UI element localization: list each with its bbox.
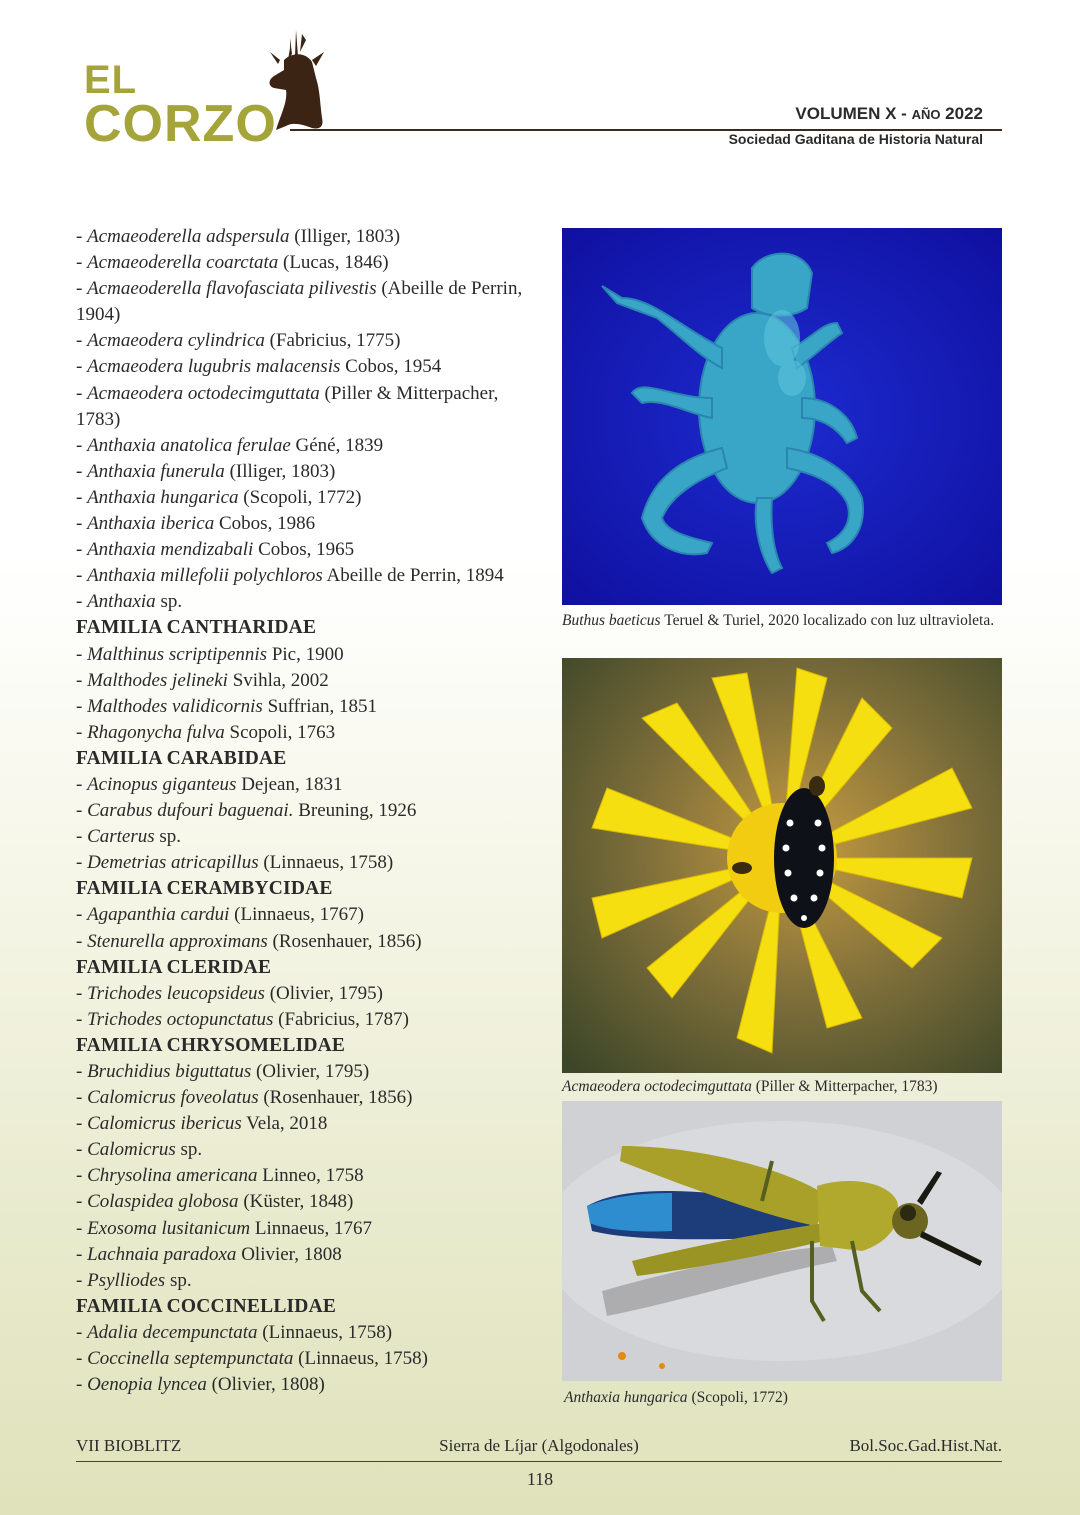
species-author: Dejean, 1831 xyxy=(241,773,343,795)
family-heading: FAMILIA CLERIDAE xyxy=(76,956,272,978)
species-entry: - Anthaxia mendizabali Cobos, 1965 xyxy=(76,539,355,561)
species-entry: - Anthaxia millefolii polychloros Abeille de Perrin, 1894 xyxy=(76,565,504,587)
species-name: Malthodes validicornis xyxy=(87,695,263,717)
logo xyxy=(84,58,277,153)
species-author: (Linnaeus, 1758) xyxy=(262,1321,393,1343)
species-author: (Scopoli, 1772) xyxy=(243,486,362,508)
page-header xyxy=(0,0,1080,165)
species-name: Acmaeoderella flavofasciata pilivestis xyxy=(87,278,377,300)
species-entry: - Acmaeodera octodecimguttata (Piller & Mitterpacher, 1783) xyxy=(76,382,499,430)
species-name: Trichodes leucopsideus xyxy=(87,982,265,1004)
species-author: (Linnaeus, 1767) xyxy=(234,904,364,926)
species-name: Psylliodes xyxy=(87,1269,166,1291)
species-author: (Rosenhauer, 1856) xyxy=(263,1087,413,1109)
species-entry: - Calomicrus ibericus Vela, 2018 xyxy=(76,1113,328,1135)
caption-photo-3 xyxy=(564,1387,1004,1408)
species-entry: - Malthodes validicornis Suffrian, 1851 xyxy=(76,695,377,717)
species-author: (Olivier, 1808) xyxy=(211,1374,325,1396)
species-entry: - Acmaeoderella coarctata (Lucas, 1846) xyxy=(76,252,389,274)
species-entry: - Malthinus scriptipennis Pic, 1900 xyxy=(76,643,344,665)
species-name: Anthaxia funerula xyxy=(87,460,225,482)
species-author: Cobos, 1954 xyxy=(345,356,442,378)
caption-1-species: Buthus baeticus xyxy=(562,612,661,629)
species-name: Acmaeodera cylindrica xyxy=(87,330,265,352)
species-name: Anthaxia xyxy=(87,591,156,613)
species-name: Acmaeoderella coarctata xyxy=(87,252,279,274)
photo-jewel-beetle xyxy=(562,1101,1002,1381)
species-author: (Linnaeus, 1758) xyxy=(263,852,394,874)
species-name: Agapanthia cardui xyxy=(87,904,230,926)
species-name: Anthaxia anatolica ferulae xyxy=(87,434,291,456)
species-entry: - Acmaeodera cylindrica (Fabricius, 1775) xyxy=(76,330,401,352)
species-author: Svihla, 2002 xyxy=(232,669,329,691)
volume-year: 2022 xyxy=(940,104,983,123)
species-entry: - Rhagonycha fulva Scopoli, 1763 xyxy=(76,721,336,743)
species-entry: - Trichodes leucopsideus (Olivier, 1795) xyxy=(76,982,383,1004)
species-author: Géné, 1839 xyxy=(295,434,384,456)
species-entry: - Coccinella septempunctata (Linnaeus, 1758) xyxy=(76,1348,428,1370)
species-name: Anthaxia mendizabali xyxy=(87,539,254,561)
species-entry: - Acmaeodera lugubris malacensis Cobos, 1954 xyxy=(76,356,442,378)
caption-2-species: Acmaeodera octodecimguttata xyxy=(562,1078,752,1095)
footer-left: VII BIOBLITZ xyxy=(76,1436,182,1455)
species-author: (Küster, 1848) xyxy=(243,1191,354,1213)
species-author: Breuning, 1926 xyxy=(298,800,417,822)
species-author: (Piller & Mitterpacher, 1783) xyxy=(76,382,499,430)
species-author: (Lucas, 1846) xyxy=(283,252,389,274)
species-author: Abeille de Perrin, 1894 xyxy=(326,565,504,587)
society-name: Sociedad Gaditana de Historia Natural xyxy=(728,131,983,147)
species-entry: - Anthaxia iberica Cobos, 1986 xyxy=(76,513,316,535)
species-author: sp. xyxy=(159,826,182,848)
species-author: Cobos, 1986 xyxy=(219,513,316,535)
photo-beetle-on-flower xyxy=(562,658,1002,1073)
footer-rule xyxy=(76,1461,1002,1462)
species-list xyxy=(76,224,536,1398)
species-author: sp. xyxy=(180,1139,203,1161)
species-entry: - Calomicrus foveolatus (Rosenhauer, 1856) xyxy=(76,1087,413,1109)
species-entry: - Carterus sp. xyxy=(76,826,182,848)
species-name: Adalia decempunctata xyxy=(87,1321,258,1343)
species-name: Calomicrus xyxy=(87,1139,176,1161)
page-number: 118 xyxy=(526,1469,554,1489)
species-name: Lachnaia paradoxa xyxy=(87,1243,237,1265)
species-name: Calomicrus ibericus xyxy=(87,1113,242,1135)
species-entry: - Colaspidea globosa (Küster, 1848) xyxy=(76,1191,354,1213)
species-name: Chrysolina americana xyxy=(87,1165,258,1187)
species-entry: - Anthaxia funerula (Illiger, 1803) xyxy=(76,460,336,482)
species-author: (Linnaeus, 1758) xyxy=(298,1348,428,1370)
volume-main: VOLUMEN X - xyxy=(795,104,912,123)
jewel-beetle-illustration xyxy=(562,1101,1002,1381)
family-heading: FAMILIA CANTHARIDAE xyxy=(76,617,317,639)
species-name: Stenurella approximans xyxy=(87,930,268,952)
family-heading: FAMILIA CHRYSOMELIDAE xyxy=(76,1034,346,1056)
species-author: Linnaeus, 1767 xyxy=(254,1217,373,1239)
species-author: Cobos, 1965 xyxy=(258,539,355,561)
volume-year-label: AÑO xyxy=(911,107,941,122)
species-entry: - Anthaxia hungarica (Scopoli, 1772) xyxy=(76,486,362,508)
species-entry: - Agapanthia cardui (Linnaeus, 1767) xyxy=(76,904,364,926)
species-entry: - Malthodes jelineki Svihla, 2002 xyxy=(76,669,329,691)
species-entry: - Acmaeoderella flavofasciata pilivestis (Abeille de Perrin, 1904) xyxy=(76,278,523,326)
species-entry: - Exosoma lusitanicum Linnaeus, 1767 xyxy=(76,1217,373,1239)
footer-right: Bol.Soc.Gad.Hist.Nat. xyxy=(849,1436,1002,1455)
logo-line-corzo: CORZO xyxy=(84,95,277,153)
caption-1-text: Teruel & Turiel, 2020 localizado con luz ultravioleta. xyxy=(660,612,995,629)
species-author: Vela, 2018 xyxy=(246,1113,328,1135)
footer-center: Sierra de Líjar (Algodonales) xyxy=(439,1436,639,1455)
species-entry: - Stenurella approximans (Rosenhauer, 1856) xyxy=(76,930,422,952)
species-entry: - Lachnaia paradoxa Olivier, 1808 xyxy=(76,1243,342,1265)
species-name: Acinopus giganteus xyxy=(87,773,237,795)
caption-3-text: (Scopoli, 1772) xyxy=(687,1389,788,1406)
species-name: Trichodes octopunctatus xyxy=(87,1008,274,1030)
species-name: Anthaxia hungarica xyxy=(87,486,239,508)
species-author: (Abeille de Perrin, 1904) xyxy=(76,278,523,326)
species-author: Suffrian, 1851 xyxy=(267,695,377,717)
species-name: Carabus dufouri baguenai. xyxy=(87,800,294,822)
species-author: (Fabricius, 1775) xyxy=(269,330,401,352)
species-entry: - Carabus dufouri baguenai. Breuning, 1926 xyxy=(76,800,417,822)
caption-photo-1 xyxy=(562,610,1002,631)
caption-photo-2 xyxy=(562,1076,1002,1097)
species-name: Acmaeoderella adspersula xyxy=(87,226,290,247)
species-author: (Illiger, 1803) xyxy=(229,460,336,482)
species-author: Pic, 1900 xyxy=(271,643,344,665)
species-author: (Illiger, 1803) xyxy=(294,226,401,247)
species-entry: - Demetrias atricapillus (Linnaeus, 1758) xyxy=(76,852,394,874)
species-entry: - Chrysolina americana Linneo, 1758 xyxy=(76,1165,364,1187)
species-name: Rhagonycha fulva xyxy=(87,721,225,743)
species-entry: - Acinopus giganteus Dejean, 1831 xyxy=(76,773,343,795)
species-author: (Fabricius, 1787) xyxy=(278,1008,410,1030)
scorpion-illustration xyxy=(562,228,1002,605)
family-heading: FAMILIA COCCINELLIDAE xyxy=(76,1295,337,1317)
flower-beetle-illustration xyxy=(562,658,1002,1073)
logo-line-el: EL xyxy=(84,58,138,102)
deer-head-icon xyxy=(262,30,332,135)
species-author: (Rosenhauer, 1856) xyxy=(272,930,422,952)
species-entry: - Trichodes octopunctatus (Fabricius, 1787) xyxy=(76,1008,410,1030)
species-entry: - Psylliodes sp. xyxy=(76,1269,192,1291)
species-author: sp. xyxy=(160,591,183,613)
family-heading: FAMILIA CERAMBYCIDAE xyxy=(76,878,333,900)
species-author: Scopoli, 1763 xyxy=(229,721,336,743)
caption-2-text: (Piller & Mitterpacher, 1783) xyxy=(751,1078,938,1095)
species-name: Anthaxia iberica xyxy=(87,513,215,535)
volume-label xyxy=(795,104,983,124)
species-entry: - Anthaxia anatolica ferulae Géné, 1839 xyxy=(76,434,384,456)
species-name: Coccinella septempunctata xyxy=(87,1348,294,1370)
species-entry: - Oenopia lyncea (Olivier, 1808) xyxy=(76,1374,325,1396)
family-heading: FAMILIA CARABIDAE xyxy=(76,747,287,769)
species-entry: - Acmaeoderella adspersula (Illiger, 1803) xyxy=(76,226,401,247)
species-name: Oenopia lyncea xyxy=(87,1374,207,1396)
species-name: Malthodes jelineki xyxy=(87,669,228,691)
species-name: Calomicrus foveolatus xyxy=(87,1087,259,1109)
species-entry: - Bruchidius biguttatus (Olivier, 1795) xyxy=(76,1061,370,1082)
caption-3-species: Anthaxia hungarica xyxy=(564,1389,688,1406)
species-author: Olivier, 1808 xyxy=(241,1243,342,1265)
species-author: (Olivier, 1795) xyxy=(269,982,383,1004)
species-name: Demetrias atricapillus xyxy=(87,852,259,874)
species-author: (Olivier, 1795) xyxy=(255,1061,370,1082)
photo-scorpion-uv xyxy=(562,228,1002,605)
species-name: Acmaeodera lugubris malacensis xyxy=(87,356,341,378)
species-author: Linneo, 1758 xyxy=(262,1165,364,1187)
species-name: Exosoma lusitanicum xyxy=(87,1217,251,1239)
species-entry: - Calomicrus sp. xyxy=(76,1139,203,1161)
species-name: Carterus xyxy=(87,826,155,848)
species-name: Bruchidius biguttatus xyxy=(87,1061,252,1082)
species-name: Malthinus scriptipennis xyxy=(87,643,268,665)
species-name: Acmaeodera octodecimguttata xyxy=(87,382,320,404)
species-entry: - Adalia decempunctata (Linnaeus, 1758) xyxy=(76,1321,393,1343)
species-author: sp. xyxy=(169,1269,192,1291)
species-entry: - Anthaxia sp. xyxy=(76,591,183,613)
species-name: Anthaxia millefolii polychloros xyxy=(87,565,323,587)
species-name: Colaspidea globosa xyxy=(87,1191,239,1213)
